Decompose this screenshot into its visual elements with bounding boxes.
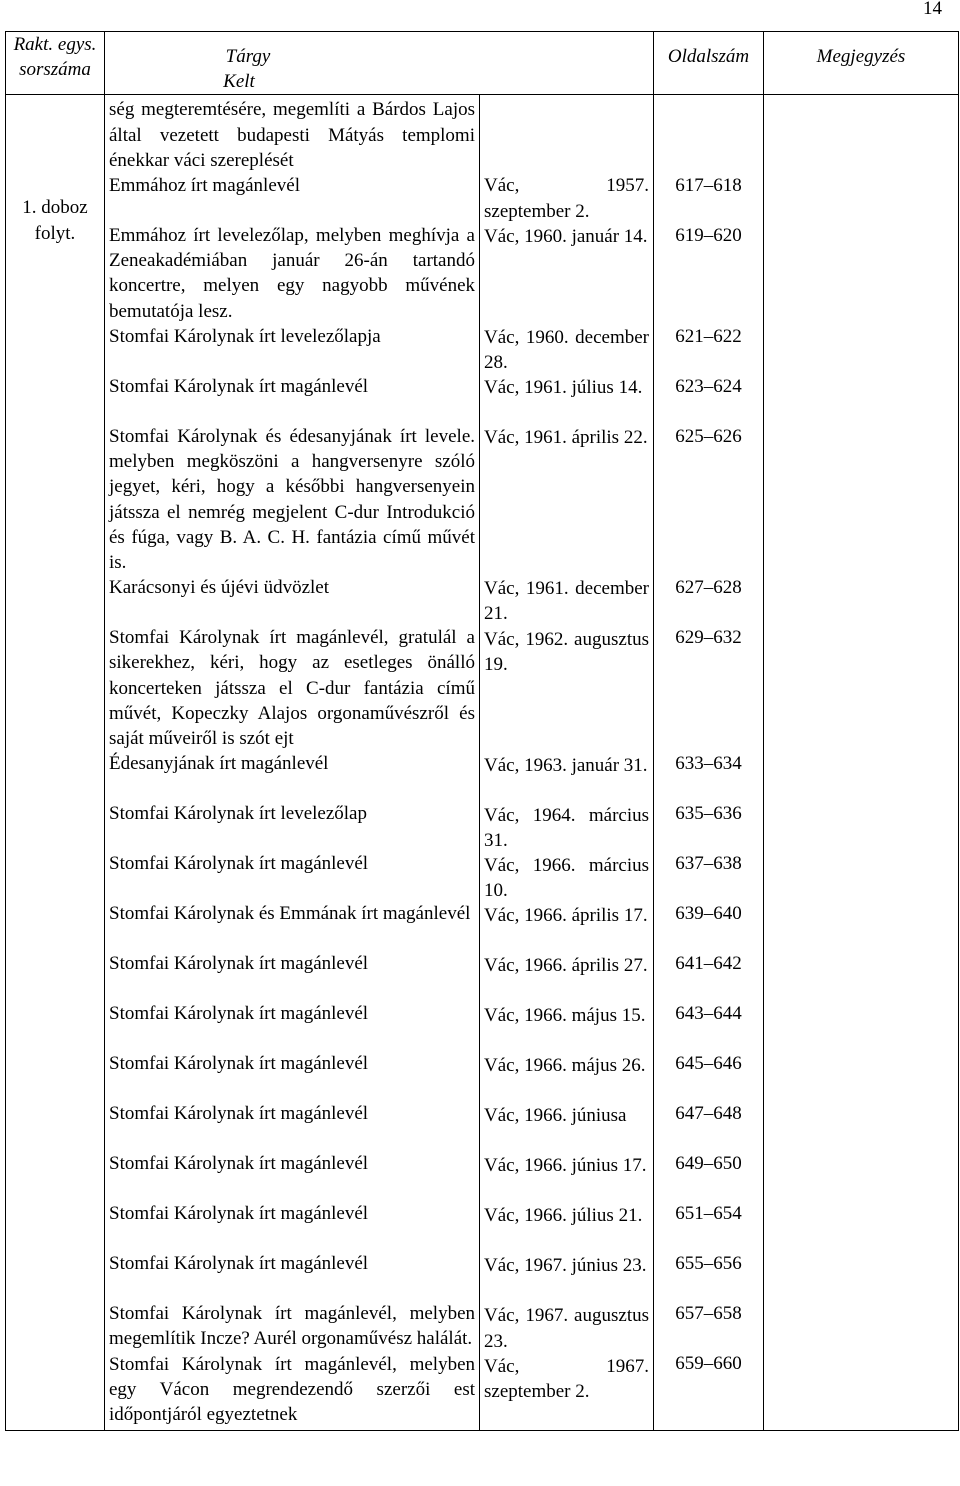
oldal-entry: 617–618: [675, 175, 742, 197]
kelt-list: [484, 173, 649, 1429]
targy-entry: Stomfai Károlynak írt levelezőlap: [109, 803, 367, 825]
kelt-entry: Vác, 1961. április 22.: [484, 427, 648, 449]
rakt-line1: 1. doboz: [22, 197, 88, 219]
targy-entry: Karácsonyi és újévi üdvözlet: [109, 577, 330, 599]
kelt-entry: Vác, 1967. június 23.: [484, 1255, 647, 1277]
oldal-entry: 637–638: [675, 853, 742, 875]
targy-entry: Stomfai Károlynak írt levelezőlapja: [109, 326, 381, 348]
oldal-entry: 657–658: [675, 1303, 742, 1325]
catalog-table: [5, 31, 959, 1431]
targy-entry: Édesanyjának írt magánlevél: [109, 753, 329, 775]
oldal-entry: 655–656: [675, 1253, 742, 1275]
rakt-cell: [6, 95, 105, 1430]
targy-entry: Stomfai Károlynak írt magánlevél: [109, 1253, 369, 1275]
header-rakt: [6, 32, 105, 95]
oldal-entry: 629–632: [675, 627, 742, 649]
oldal-entry: 625–626: [675, 426, 742, 448]
kelt-entry: Vác, 1966. április 17.: [484, 905, 648, 927]
kelt-entry: Vác, 1966. március 10.: [484, 855, 649, 902]
kelt-cell: [480, 95, 654, 1430]
oldal-cell: [654, 95, 764, 1430]
targy-entry: Stomfai Károlynak írt magánlevél, melyben megemlítik Incze? Aurél orgonaművész halálát.: [109, 1303, 475, 1350]
kelt-entry: Vác, 1962. augusztus 19.: [484, 628, 649, 675]
kelt-entry: Vác, 1963. január 31.: [484, 754, 648, 776]
kelt-entry: Vác, 1961. december 21.: [484, 578, 649, 625]
kelt-entry: Vác, 1966. május 26.: [484, 1055, 646, 1077]
targy-entry: Stomfai Károlynak írt magánlevél: [109, 1153, 369, 1175]
targy-entry: Emmához írt levelezőlap, melyben meghívja a Zeneakadémiában január 26-án tartandó koncertre, melyen egy nagyobb művének bemutatója lesz.: [109, 225, 475, 322]
kelt-entry: Vác, 1967. augusztus 23.: [484, 1305, 649, 1352]
kelt-entry: Vác, 1966. júniusa: [484, 1105, 627, 1127]
oldal-entry: 647–648: [675, 1103, 742, 1125]
targy-entry: Stomfai Károlynak írt magánlevél: [109, 953, 369, 975]
oldal-entry: 643–644: [675, 1003, 742, 1025]
header-targy-kelt: [105, 32, 654, 95]
targy-entry: Emmához írt magánlevél: [109, 175, 300, 197]
oldal-entry: 621–622: [675, 326, 742, 348]
targy-entry: Stomfai Károlynak írt magánlevél: [109, 1003, 369, 1025]
targy-entry: Stomfai Károlynak és édesanyjának írt levele. melyben megköszöni a hangversenyre szóló jegyet, kéri, hogy a későbbi hangversenyein játssza el nemrég megjelent C-dur Introdukció és fúga, vagy B. A. C. H. fantázia című művét is.: [109, 426, 475, 574]
header-rakt-line2: sorszáma: [19, 59, 91, 81]
page-number: 14: [923, 0, 942, 19]
oldal-list: [658, 173, 759, 1427]
kelt-entry: Vác, 1966. április 27.: [484, 955, 648, 977]
oldal-entry: 633–634: [675, 753, 742, 775]
kelt-entry: Vác, 1966. július 21.: [484, 1205, 643, 1227]
oldal-entry: 641–642: [675, 953, 742, 975]
header-kelt: Kelt: [223, 71, 255, 93]
kelt-entry: Vác, 1961. július 14.: [484, 377, 643, 399]
header-targy: Tárgy: [225, 46, 271, 67]
targy-entry: Stomfai Károlynak írt magánlevél: [109, 376, 369, 398]
oldal-entry: 639–640: [675, 903, 742, 925]
oldal-entry: 635–636: [675, 803, 742, 825]
header-oldalszam: Oldalszám: [654, 32, 764, 95]
targy-entry: Stomfai Károlynak írt magánlevél: [109, 853, 369, 875]
targy-entry: Stomfai Károlynak írt magánlevél, melyben egy Vácon megrendezendő szerzői est időpontjáról egyeztetnek: [109, 1353, 475, 1426]
header-rakt-line1: Rakt. egys.: [13, 34, 97, 55]
oldal-entry: 619–620: [675, 225, 742, 247]
megjegyzes-cell: [764, 95, 959, 1430]
kelt-entry: Vác, 1957. szeptember 2.: [484, 175, 649, 222]
targy-entry: Stomfai Károlynak írt magánlevél: [109, 1203, 369, 1225]
targy-entry: Stomfai Károlynak és Emmának írt magánlevél: [109, 903, 471, 925]
targy-cell: [105, 95, 480, 1430]
continuation-text: ség megteremtésére, megemlíti a Bárdos Lajos által vezetett budapesti Mátyás templomi énekkar váci szereplését: [109, 99, 475, 171]
targy-entry: Stomfai Károlynak írt magánlevél: [109, 1103, 369, 1125]
header-megjegyzes: Megjegyzés: [764, 32, 959, 95]
oldal-entry: 659–660: [675, 1353, 742, 1375]
oldal-entry: 645–646: [675, 1053, 742, 1075]
kelt-entry: Vác, 1964. március 31.: [484, 804, 649, 851]
body-row: [6, 95, 959, 1430]
kelt-entry: Vác, 1967. szeptember 2.: [484, 1355, 649, 1403]
oldal-entry: 651–654: [675, 1203, 742, 1225]
oldal-entry: 627–628: [675, 577, 742, 599]
targy-entry: Stomfai Károlynak írt magánlevél, gratulál a sikerekhez, kéri, hogy az esetleges önálló koncerteken játssza el C-dur fantázia című művét, Kopeczky Alajos orgonaművészről és saját műveiről is szót ejt: [109, 627, 475, 750]
oldal-entry: 623–624: [675, 376, 742, 398]
targy-entry: Stomfai Károlynak írt magánlevél: [109, 1053, 369, 1075]
oldal-entry: 649–650: [675, 1153, 742, 1175]
kelt-entry: Vác, 1966. június 17.: [484, 1155, 647, 1177]
header-row: [6, 32, 959, 95]
kelt-entry: Vác, 1960. december 28.: [484, 326, 649, 374]
kelt-entry: Vác, 1966. május 15.: [484, 1005, 646, 1027]
kelt-entry: Vác, 1960. január 14.: [484, 225, 648, 247]
rakt-line2: folyt.: [34, 222, 76, 244]
targy-list: [109, 173, 475, 1428]
